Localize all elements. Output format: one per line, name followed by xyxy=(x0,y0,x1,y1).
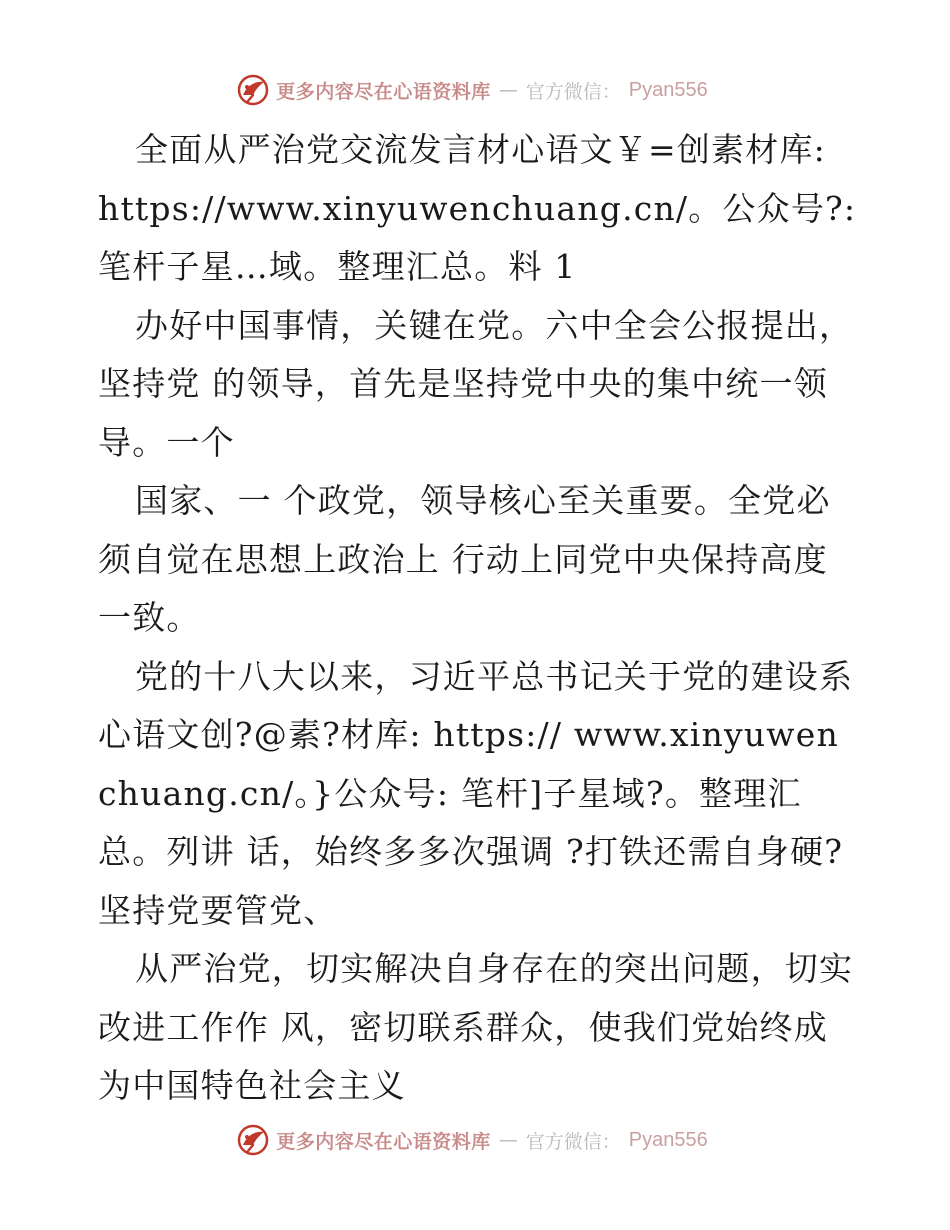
paragraph-4: 党的十八大以来，习近平总书记关于党的建设系心语文创?@素?材库: https:// www.xinyuwenchuang.cn/。}公众号: 笔杆]子星域?。整理汇总。列讲 话，始终多多次强调 ?打铁还需自身硬? 坚持党要管党、 xyxy=(98,656,854,930)
footer-banner-main-text: 更多内容尽在心语资料库 xyxy=(276,1130,491,1153)
header-banner-wechat-id: Pyan556 xyxy=(628,78,708,101)
header-banner-content xyxy=(236,73,708,107)
paragraph-1: 全面从严治党交流发言材心语文￥=创素材库: https://www.xinyuwenchuang.cn/。公众号?: 笔杆子星…域。整理汇总。料 1 xyxy=(98,130,857,286)
header-banner xyxy=(0,70,950,110)
footer-banner xyxy=(0,1120,950,1160)
paragraph-5: 从严治党，切实解决自身存在的突出问题，切实改进工作作 风，密切联系群众，使我们党始终成为中国特色社会主义 xyxy=(98,949,854,1105)
header-banner-main-text: 更多内容尽在心语资料库 xyxy=(276,80,491,103)
footer-banner-wechat-id: Pyan556 xyxy=(628,1128,708,1151)
brand-logo-icon xyxy=(236,1123,270,1157)
brand-logo-icon xyxy=(236,73,270,107)
footer-banner-content xyxy=(236,1123,708,1157)
header-banner-wechat-label: 官方微信： xyxy=(525,80,621,103)
header-banner-separator: — xyxy=(498,79,518,101)
footer-banner-separator: — xyxy=(498,1129,518,1151)
paragraph-2: 办好中国事情，关键在党。六中全会公报提出，坚持党 的领导，首先是坚持党中央的集中统一领导。一个 xyxy=(98,305,854,462)
paragraph-3: 国家、一 个政党，领导核心至关重要。全党必须自觉在思想上政治上 行动上同党中央保持高度一致。 xyxy=(98,481,831,637)
footer-banner-wechat-label: 官方微信： xyxy=(525,1130,621,1153)
document-body xyxy=(98,121,858,1116)
